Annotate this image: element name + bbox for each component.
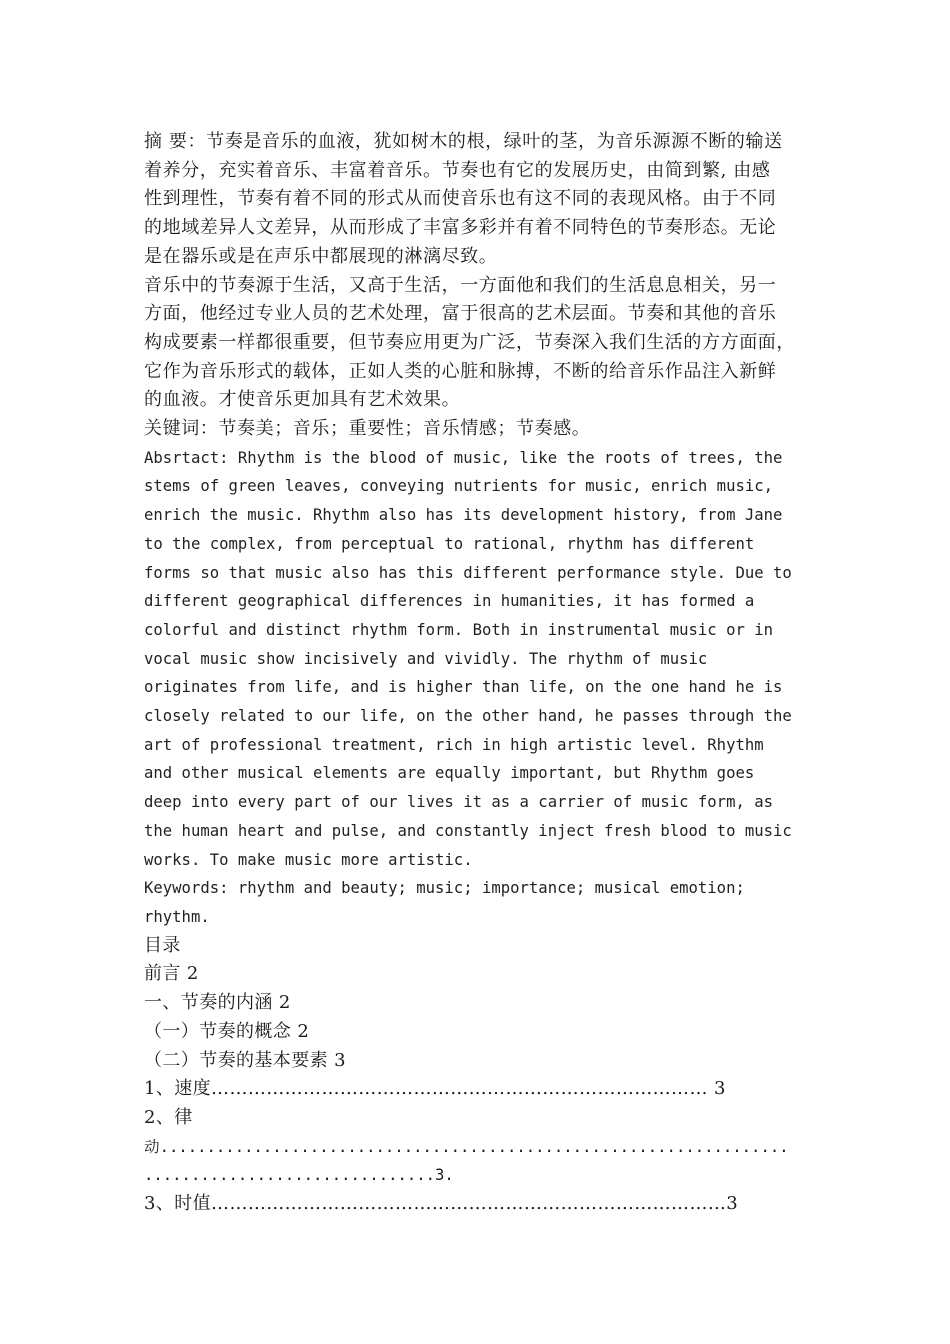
abstract-en-line: the human heart and pulse, and constantly inject fresh blood to music	[144, 821, 792, 840]
intro-line: 构成要素一样都很重要，但节奏应用更为广泛，节奏深入我们生活的方方面面，	[144, 331, 795, 353]
abstract-en-line: deep into every part of our lives it as a carrier of music form, as	[144, 793, 774, 812]
abstract-en-line: stems of green leaves, conveying nutrients for music, enrich music,	[144, 477, 774, 496]
abstract-en-line: and other musical elements are equally important, but Rhythm goes	[144, 764, 755, 783]
toc-title: 目录	[144, 934, 181, 956]
abstract-english	[144, 444, 812, 875]
abstract-en-line: closely related to our life, on the other hand, he passes through the	[144, 707, 792, 726]
toc-entry[interactable]: 前言 2	[144, 963, 199, 985]
toc-entry[interactable]: 2、律	[144, 1106, 193, 1128]
toc-entry-continued[interactable]: 动...................................................................	[144, 1137, 789, 1156]
abstract-chinese	[144, 128, 812, 272]
abstract-en-line: forms so that music also has this different performance style. Due to	[144, 563, 792, 582]
intro-line: 方面，他经过专业人员的艺术处理，富于很高的艺术层面。节奏和其他的音乐	[144, 303, 777, 325]
toc-entry[interactable]: （一）节奏的概念 2	[144, 1020, 310, 1042]
keywords-en-line: Keywords: rhythm and beauty; music; importance; musical emotion;	[144, 879, 745, 898]
toc-entry[interactable]: 1、速度……………………………………………………………………… 3	[144, 1078, 726, 1100]
toc-entry[interactable]: （二）节奏的基本要素 3	[144, 1049, 346, 1071]
intro-line: 的血液。才使音乐更加具有艺术效果。	[144, 389, 461, 411]
abstract-en-line: works. To make music more artistic.	[144, 850, 473, 869]
intro-line: 它作为音乐形式的载体，正如人类的心脏和脉搏，不断的给音乐作品注入新鲜	[144, 360, 777, 382]
abstract-line: 摘 要：节奏是音乐的血液，犹如树木的根，绿叶的茎，为音乐源源不断的输送	[144, 131, 783, 152]
abstract-en-line: Absrtact: Rhythm is the blood of music, like the roots of trees, the	[144, 448, 783, 467]
introduction-chinese	[144, 272, 812, 416]
abstract-en-line: originates from life, and is higher than life, on the one hand he is	[144, 678, 783, 697]
abstract-line: 性到理性，节奏有着不同的形式从而使音乐也有这不同的表现风格。由于不同	[144, 188, 777, 210]
toc-entry[interactable]: 3、时值…………………………………………………………………………3	[144, 1193, 739, 1215]
abstract-line: 的地域差异人文差异，从而形成了丰富多彩并有着不同特色的节奏形态。无论	[144, 217, 777, 239]
keywords-english	[144, 874, 812, 931]
abstract-en-line: vocal music show incisively and vividly. The rhythm of music	[144, 649, 708, 668]
abstract-en-line: colorful and distinct rhythm form. Both in instrumental music or in	[144, 620, 774, 639]
document-body	[144, 128, 812, 1219]
abstract-en-line: art of professional treatment, rich in high artistic level. Rhythm	[144, 735, 764, 754]
keywords-en-line: rhythm.	[144, 907, 210, 926]
abstract-en-line: enrich the music. Rhythm also has its development history, from Jane	[144, 506, 783, 525]
abstract-line: 是在器乐或是在声乐中都展现的淋漓尽致。	[144, 245, 498, 267]
keywords-chinese: 关键词：节奏美；音乐；重要性；音乐情感；节奏感。	[144, 418, 591, 440]
abstract-en-line: to the complex, from perceptual to rational, rhythm has different	[144, 534, 755, 553]
table-of-contents	[144, 932, 812, 1219]
toc-entry[interactable]: 一、节奏的内涵 2	[144, 992, 291, 1014]
intro-line: 音乐中的节奏源于生活，又高于生活，一方面他和我们的生活息息相关，另一	[144, 274, 777, 296]
abstract-en-line: different geographical differences in humanities, it has formed a	[144, 592, 755, 611]
abstract-line: 着养分，充实着音乐、丰富着音乐。节奏也有它的发展历史，由简到繁, 由感	[144, 159, 771, 181]
toc-entry-continued[interactable]: ...............................3.	[144, 1166, 454, 1185]
